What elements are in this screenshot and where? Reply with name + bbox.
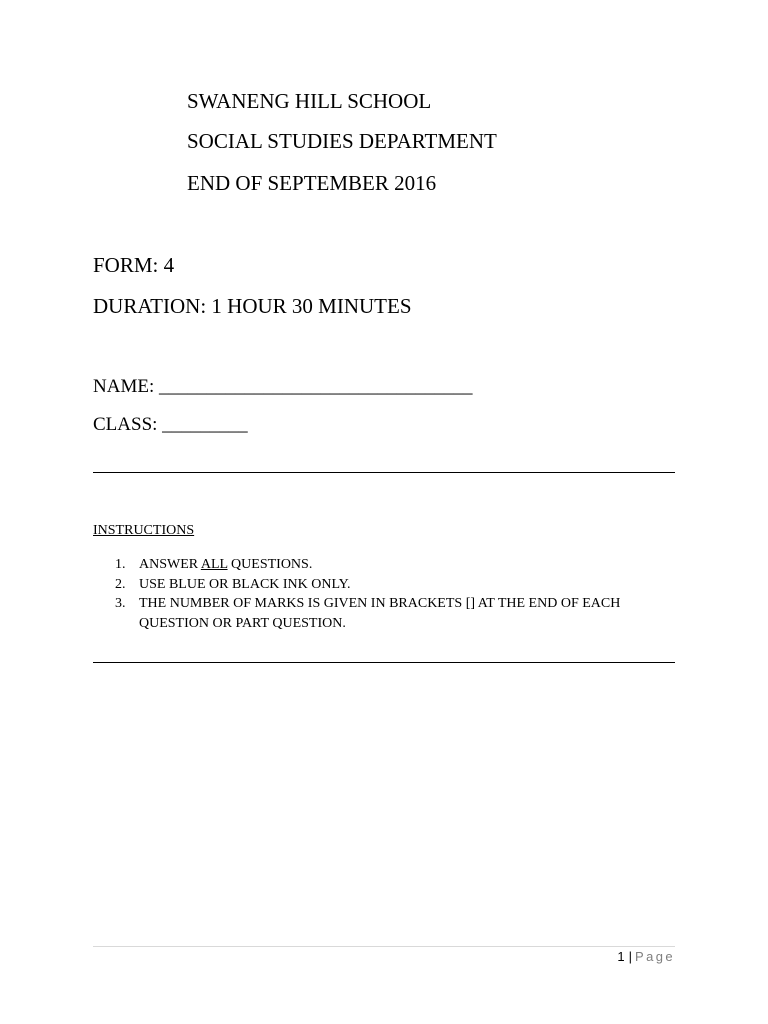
divider-bottom [93,662,675,663]
instruction-item [93,555,683,575]
footer-separator: | [628,949,633,964]
page-label: Page [635,949,675,964]
instruction-number: 2. [115,576,126,592]
name-field: NAME: _________________________________ [93,376,473,397]
instruction-item [93,575,683,595]
instruction-item [93,594,683,633]
instructions-heading: INSTRUCTIONS [93,523,195,538]
school-name: SWANENG HILL SCHOOL [187,89,432,113]
instructions-list [93,555,683,633]
exam-title: END OF SEPTEMBER 2016 [187,171,437,195]
exam-duration: DURATION: 1 HOUR 30 MINUTES [93,294,412,318]
class-field: CLASS: _________ [93,414,248,435]
instruction-emphasis: ALL [200,557,228,572]
divider-top [93,472,675,473]
instruction-text: ANSWER [139,557,201,572]
instruction-text: USE BLUE OR BLACK INK ONLY. [139,576,351,592]
instruction-number: 1. [115,557,126,572]
instruction-text: THE NUMBER OF MARKS IS GIVEN IN BRACKETS [] AT THE END OF EACH QUESTION OR PART QUESTION. [139,596,621,631]
page-number: 1 [617,949,625,964]
instruction-text: QUESTIONS. [227,557,313,572]
page-footer [617,949,675,964]
department-name: SOCIAL STUDIES DEPARTMENT [187,129,497,153]
footer-divider [93,946,675,947]
form-level: FORM: 4 [93,253,175,277]
instruction-number: 3. [115,596,126,611]
